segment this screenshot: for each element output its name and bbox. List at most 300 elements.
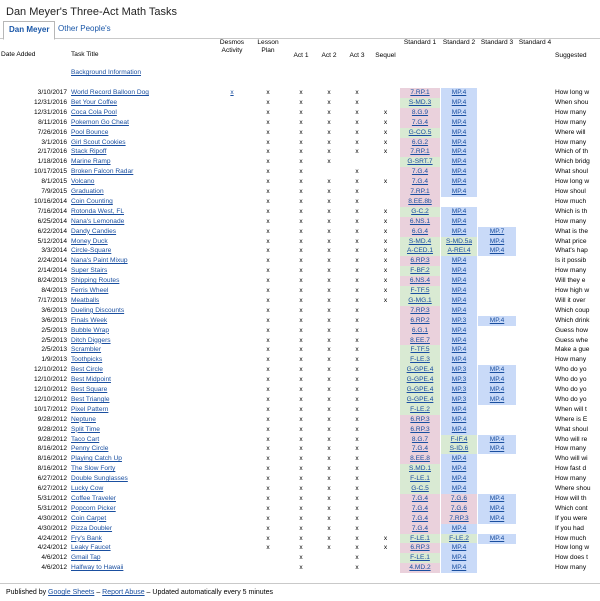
task-title-cell xyxy=(70,494,214,504)
standard-2-link[interactable]: MP.4 xyxy=(451,188,467,195)
task-title-link[interactable]: Rotonda West, FL xyxy=(71,207,125,215)
standard-1-link[interactable]: 6.RP.3 xyxy=(410,415,430,423)
standard-4-cell xyxy=(517,197,553,207)
act2-cell: x xyxy=(327,465,331,473)
sequel-cell xyxy=(372,474,399,484)
standard-1-link[interactable]: 7.G.4 xyxy=(411,445,429,453)
act2-cell: x xyxy=(327,158,331,166)
date-cell: 1/18/2016 xyxy=(37,158,67,166)
standard-2-link[interactable]: MP.4 xyxy=(451,287,467,294)
tab-dan-meyer[interactable]: Dan Meyer xyxy=(3,21,55,40)
task-title-link[interactable]: Split Time xyxy=(71,425,100,433)
act2-cell xyxy=(316,167,342,177)
task-title-link[interactable]: Coca Cola Pool xyxy=(71,108,117,116)
standard-2-link[interactable]: MP.3 xyxy=(451,386,467,393)
standard-2-link[interactable]: MP.4 xyxy=(451,118,467,126)
spreadsheet-grid[interactable] xyxy=(0,39,600,582)
task-title-link[interactable]: Best Triangle xyxy=(71,395,110,403)
sequel-cell: x xyxy=(383,178,388,186)
task-title-cell xyxy=(70,484,214,494)
standard-3-link[interactable]: MP.4 xyxy=(489,445,505,453)
document-title: Dan Meyer's Three-Act Math Tasks xyxy=(6,6,178,18)
task-title-link[interactable]: Pokemon Go Cheat xyxy=(71,118,129,126)
standard-1-cell xyxy=(400,425,440,435)
sequel-cell xyxy=(372,88,399,98)
act3-cell: x xyxy=(355,237,359,245)
table-row xyxy=(0,514,600,524)
act3-cell: x xyxy=(355,316,359,324)
task-title-link[interactable]: Playing Catch Up xyxy=(71,455,122,463)
standard-1-link[interactable]: 6.G.2 xyxy=(411,138,429,146)
standard-1-link[interactable]: 7.G.4 xyxy=(411,118,429,126)
standard-3-link[interactable]: MP.4 xyxy=(489,395,505,403)
sequel-cell: x xyxy=(383,207,388,215)
standard-3-link[interactable]: MP.4 xyxy=(489,534,505,542)
standard-3-link[interactable]: MP.4 xyxy=(489,247,505,255)
standard-2-link[interactable]: MP.4 xyxy=(451,158,467,166)
standard-2-link[interactable]: MP.4 xyxy=(451,267,467,275)
standard-1-link[interactable]: F-BF.2 xyxy=(410,267,430,275)
sequel-cell xyxy=(372,563,399,573)
standard-1-link[interactable]: 7.G.4 xyxy=(411,524,429,532)
task-title-link[interactable]: Gmail Tap xyxy=(71,554,101,562)
task-title-link[interactable]: Best Midpoint xyxy=(71,376,111,384)
standard-1-link[interactable]: S-MD.4 xyxy=(408,237,432,245)
act1-cell: x xyxy=(299,197,303,205)
task-title-link[interactable]: Girl Scout Cookies xyxy=(71,138,126,146)
suggested-question-cell: Which cont xyxy=(555,504,588,512)
standard-1-link[interactable]: F-LE.1 xyxy=(410,475,430,483)
standard-2-link[interactable]: MP.3 xyxy=(451,316,467,324)
standard-2-link[interactable]: MP.4 xyxy=(451,475,467,483)
task-title-link[interactable]: Coin Carpet xyxy=(71,514,107,522)
standard-2-link[interactable]: MP.4 xyxy=(451,89,467,96)
standard-4-cell xyxy=(517,385,553,395)
task-title-cell xyxy=(70,187,214,197)
background-information-link[interactable]: Background Information xyxy=(71,69,142,76)
task-title-link[interactable]: Circle-Square xyxy=(71,247,112,255)
standard-2-link[interactable]: MP.4 xyxy=(451,356,467,364)
standard-2-link[interactable]: MP.4 xyxy=(451,108,467,116)
act2-cell xyxy=(316,563,342,573)
act3-cell: x xyxy=(355,405,359,413)
standard-2-link[interactable]: MP.4 xyxy=(451,306,467,314)
standard-3-link[interactable]: MP.4 xyxy=(489,494,505,502)
task-title-link[interactable]: Shipping Routes xyxy=(71,277,120,285)
table-row xyxy=(0,286,600,296)
footer-separator: – xyxy=(96,589,101,596)
task-title-link[interactable]: Graduation xyxy=(71,188,104,195)
standard-1-link[interactable]: 7.RP.1 xyxy=(410,188,430,195)
suggested-question-cell: Where shou xyxy=(555,485,591,492)
task-title-cell xyxy=(70,425,214,435)
standard-2-link[interactable]: MP.4 xyxy=(451,415,467,423)
desmos-activity-cell xyxy=(216,454,248,464)
sequel-cell: x xyxy=(383,227,388,235)
standard-4-cell xyxy=(517,177,553,187)
standard-1-link[interactable]: G-GPE.4 xyxy=(406,366,434,374)
task-title-link[interactable]: Penny Circle xyxy=(71,445,109,453)
standard-1-link[interactable]: 6.NS.4 xyxy=(409,277,431,285)
standard-1-cell xyxy=(400,227,440,237)
standard-1-link[interactable]: 7.G.4 xyxy=(411,494,429,502)
standard-3-link[interactable]: MP.4 xyxy=(489,376,505,384)
standard-2-cell xyxy=(441,464,477,474)
standard-2-link[interactable]: MP.4 xyxy=(451,178,467,186)
date-cell: 8/16/2012 xyxy=(37,455,67,463)
task-title-link[interactable]: Coffee Traveler xyxy=(71,494,116,502)
standard-2-link[interactable]: 7.G.6 xyxy=(450,504,468,512)
table-row xyxy=(0,425,600,435)
act3-cell: x xyxy=(355,277,359,285)
standard-2-link[interactable]: MP.4 xyxy=(451,138,467,146)
standard-1-link[interactable]: 6.NS.1 xyxy=(409,217,431,225)
standard-2-link[interactable]: MP.4 xyxy=(451,128,467,136)
standard-2-link[interactable]: MP.4 xyxy=(451,148,467,156)
act1-cell: x xyxy=(299,554,303,562)
standard-1-cell xyxy=(400,306,440,316)
background-row xyxy=(0,68,600,78)
date-cell: 2/5/2013 xyxy=(41,326,67,334)
act3-cell: x xyxy=(355,98,359,106)
standard-2-link[interactable]: 7.RP.3 xyxy=(449,514,469,522)
lesson-plan-cell: x xyxy=(266,395,270,403)
desmos-activity-cell xyxy=(216,355,248,365)
standard-1-link[interactable]: 6.RP.2 xyxy=(410,316,430,324)
standard-2-link[interactable]: MP.4 xyxy=(451,564,467,572)
standard-1-link[interactable]: G-C.2 xyxy=(411,207,429,215)
standard-1-cell xyxy=(400,98,440,108)
standard-2-link[interactable]: F-IF.4 xyxy=(450,435,468,443)
date-cell: 4/30/2012 xyxy=(37,514,67,522)
desmos-activity-cell xyxy=(216,524,248,534)
standard-2-link[interactable]: MP.4 xyxy=(451,336,467,344)
standard-1-link[interactable]: S.MD.1 xyxy=(409,465,431,473)
suggested-question-cell: What's hap xyxy=(555,247,588,255)
task-title-link[interactable]: Pixel Pattern xyxy=(71,405,109,413)
standard-2-link[interactable]: MP.4 xyxy=(451,227,467,235)
standard-2-link[interactable]: MP.4 xyxy=(451,524,467,532)
standard-1-link[interactable]: F-TF.5 xyxy=(410,287,430,294)
standard-3-link[interactable]: MP.4 xyxy=(489,386,505,393)
desmos-activity-link[interactable]: x xyxy=(230,89,234,96)
date-cell: 7/16/2014 xyxy=(37,207,67,215)
column-header: Standard 3 xyxy=(480,39,514,46)
standard-3-cell xyxy=(478,207,516,217)
table-row xyxy=(0,276,600,286)
standard-1-link[interactable]: G-GPE.4 xyxy=(406,376,434,384)
standard-2-cell xyxy=(441,98,477,108)
act3-cell: x xyxy=(355,376,359,384)
act2-cell: x xyxy=(327,415,331,423)
standard-2-cell xyxy=(441,118,477,128)
task-title-link[interactable]: Broken Falcon Radar xyxy=(71,168,134,176)
standard-1-link[interactable]: 8.G.7 xyxy=(411,435,429,443)
sequel-cell: x xyxy=(383,128,388,136)
desmos-activity-cell xyxy=(216,415,248,425)
sequel-cell: x xyxy=(383,296,388,304)
standard-2-link[interactable]: 7.G.6 xyxy=(450,494,468,502)
suggested-question-cell: Guess how xyxy=(555,326,588,334)
table-row xyxy=(0,484,600,494)
lesson-plan-cell: x xyxy=(266,524,270,532)
standard-1-link[interactable]: G-MG.1 xyxy=(408,296,432,304)
task-title-link[interactable]: Marine Ramp xyxy=(71,158,111,166)
lesson-plan-cell: x xyxy=(266,247,270,255)
task-title-cell xyxy=(70,306,214,316)
tab-other-peoples[interactable]: Other People's xyxy=(58,24,111,33)
table-row xyxy=(0,138,600,148)
desmos-activity-cell xyxy=(216,306,248,316)
standard-1-link[interactable]: A-CED.1 xyxy=(406,247,433,255)
standard-4-cell xyxy=(517,474,553,484)
act2-cell: x xyxy=(327,405,331,413)
standard-2-link[interactable]: MP.4 xyxy=(451,257,467,265)
lesson-plan-cell: x xyxy=(266,296,270,304)
standard-2-link[interactable]: MP.3 xyxy=(451,366,467,374)
table-row xyxy=(0,375,600,385)
column-header: Date Added xyxy=(1,50,36,58)
standard-4-cell xyxy=(517,345,553,355)
standard-2-link[interactable]: MP.4 xyxy=(451,554,467,562)
date-cell: 8/1/2015 xyxy=(41,178,67,186)
standard-1-link[interactable]: 7.RP.1 xyxy=(410,89,430,96)
standard-2-cell xyxy=(441,405,477,415)
standard-3-link[interactable]: MP.4 xyxy=(489,316,505,324)
standard-3-link[interactable]: MP.4 xyxy=(489,366,505,374)
standard-3-link[interactable]: MP.7 xyxy=(489,227,505,235)
suggested-question-cell: How many xyxy=(555,217,587,225)
standard-3-cell xyxy=(478,237,516,247)
standard-1-link[interactable]: 6.G.1 xyxy=(411,326,429,334)
standard-3-link[interactable]: MP.4 xyxy=(489,435,505,443)
standard-1-link[interactable]: 4.MD.2 xyxy=(409,564,431,572)
standard-1-link[interactable]: S-MD.3 xyxy=(408,98,432,106)
desmos-activity-cell xyxy=(216,316,248,326)
standard-1-link[interactable]: 7.G.4 xyxy=(411,168,429,176)
lesson-plan-cell: x xyxy=(266,178,270,186)
task-title-link[interactable]: Finals Week xyxy=(71,316,108,324)
task-title-link[interactable]: Money Duck xyxy=(71,237,108,245)
task-title-link[interactable]: Meatballs xyxy=(71,296,100,304)
standard-1-link[interactable]: 8.EE.8 xyxy=(410,455,430,463)
standard-1-link[interactable]: 8.G.9 xyxy=(411,108,429,116)
standard-2-link[interactable]: MP.4 xyxy=(451,207,467,215)
act3-cell: x xyxy=(355,247,359,255)
standard-2-link[interactable]: MP.4 xyxy=(451,346,467,354)
lesson-plan-cell xyxy=(250,553,286,563)
task-title-link[interactable]: Leaky Faucet xyxy=(71,544,111,552)
standard-1-link[interactable]: 6.RP.3 xyxy=(410,425,430,433)
task-title-link[interactable]: Bubble Wrap xyxy=(71,326,109,334)
task-title-link[interactable]: The Slow Forty xyxy=(71,465,116,473)
google-sheets-link[interactable]: Google Sheets xyxy=(48,589,95,596)
task-title-link[interactable]: Best Circle xyxy=(71,366,103,374)
desmos-activity-cell xyxy=(216,444,248,454)
standard-1-link[interactable]: 8.EE.8b xyxy=(408,197,432,205)
standard-1-cell xyxy=(400,336,440,346)
task-title-link[interactable]: Popcorn Picker xyxy=(71,504,116,512)
standard-1-link[interactable]: G-GPE.4 xyxy=(406,395,434,403)
standard-1-link[interactable]: G-SRT.7 xyxy=(407,158,433,166)
act3-cell: x xyxy=(355,554,359,562)
standard-1-link[interactable]: G-C.5 xyxy=(411,485,429,492)
task-title-link[interactable]: Best Square xyxy=(71,386,108,393)
task-title-link[interactable]: Lucky Cow xyxy=(71,485,104,492)
standard-4-cell xyxy=(517,256,553,266)
standard-2-link[interactable]: F-LE.2 xyxy=(449,534,469,542)
task-title-link[interactable]: Coin Counting xyxy=(71,197,113,205)
standard-2-cell xyxy=(441,415,477,425)
standard-3-link[interactable]: MP.4 xyxy=(489,237,505,245)
standard-2-link[interactable]: MP.4 xyxy=(451,425,467,433)
act1-cell: x xyxy=(299,475,303,483)
act2-cell: x xyxy=(327,524,331,532)
task-title-link[interactable]: World Record Balloon Dog xyxy=(71,89,149,96)
lesson-plan-cell: x xyxy=(266,445,270,453)
standard-3-link[interactable]: MP.4 xyxy=(489,504,505,512)
task-title-link[interactable]: Pizza Doubler xyxy=(71,524,113,532)
standard-3-cell xyxy=(478,553,516,563)
standard-1-link[interactable]: 7.RP.1 xyxy=(410,148,430,156)
act2-cell: x xyxy=(327,227,331,235)
standard-3-cell xyxy=(478,187,516,197)
standard-1-link[interactable]: F-LE.3 xyxy=(410,356,430,364)
standard-1-link[interactable]: F-LE.1 xyxy=(410,554,430,562)
standard-1-link[interactable]: F-LE.2 xyxy=(410,405,430,413)
task-title-link[interactable]: Pool Bounce xyxy=(71,128,109,136)
task-title-link[interactable]: Fry's Bank xyxy=(71,534,102,542)
standard-1-link[interactable]: 7.G.4 xyxy=(411,514,429,522)
standard-1-link[interactable]: 8.EE.7 xyxy=(410,336,430,344)
standard-2-link[interactable]: S-MD.5a xyxy=(445,237,472,245)
standard-1-link[interactable]: 7.RP.3 xyxy=(410,306,430,314)
standard-2-cell xyxy=(441,227,477,237)
standard-1-link[interactable]: F-LE.1 xyxy=(410,534,430,542)
task-title-cell xyxy=(70,177,214,187)
act1-cell: x xyxy=(299,98,303,106)
task-title-link[interactable]: Stack Ripoff xyxy=(71,148,107,156)
standard-1-link[interactable]: 6.RP.3 xyxy=(410,544,430,552)
date-cell: 4/30/2012 xyxy=(37,524,67,532)
task-title-cell xyxy=(70,197,214,207)
lesson-plan-cell xyxy=(250,563,286,573)
standard-2-link[interactable]: A-REI.4 xyxy=(447,247,471,255)
lesson-plan-cell: x xyxy=(266,158,270,166)
standard-1-cell xyxy=(400,237,440,247)
standard-2-link[interactable]: MP.4 xyxy=(451,98,467,106)
standard-1-cell xyxy=(400,296,440,306)
standard-2-link[interactable]: MP.4 xyxy=(451,485,467,492)
standard-2-link[interactable]: MP.4 xyxy=(451,326,467,334)
task-title-link[interactable]: Bet Your Coffee xyxy=(71,98,118,106)
standard-1-link[interactable]: G-CO.5 xyxy=(408,128,432,136)
task-title-link[interactable]: Volcano xyxy=(71,178,95,186)
standard-1-cell xyxy=(400,286,440,296)
standard-1-link[interactable]: G-GPE.4 xyxy=(406,386,434,393)
standard-1-cell xyxy=(400,197,440,207)
lesson-plan-cell: x xyxy=(266,494,270,502)
standard-1-link[interactable]: 6.RP.3 xyxy=(410,257,430,265)
act2-cell: x xyxy=(327,148,331,156)
task-title-link[interactable]: Halfway to Hawaii xyxy=(71,564,124,572)
task-title-link[interactable]: Taco Cart xyxy=(71,435,100,443)
task-title-link[interactable]: Toothpicks xyxy=(71,356,103,364)
task-title-link[interactable]: Ditch Diggers xyxy=(71,336,111,344)
task-title-link[interactable]: Dandy Candies xyxy=(71,227,117,235)
standard-1-link[interactable]: 7.G.4 xyxy=(411,178,429,186)
task-title-link[interactable]: Super Stairs xyxy=(71,267,108,275)
suggested-question-cell: Which coup xyxy=(555,306,590,314)
task-title-link[interactable]: Double Sunglasses xyxy=(71,475,128,483)
standard-2-link[interactable]: MP.3 xyxy=(451,376,467,384)
standard-1-link[interactable]: 6.G.4 xyxy=(411,227,429,235)
date-cell: 12/10/2012 xyxy=(33,386,67,393)
suggested-question-cell: How will th xyxy=(555,494,587,502)
task-title-link[interactable]: Ferris Wheel xyxy=(71,287,109,294)
standard-2-link[interactable]: MP.4 xyxy=(451,168,467,176)
task-title-link[interactable]: Nana's Paint Mixup xyxy=(71,257,128,265)
table-row xyxy=(0,494,600,504)
standard-4-cell xyxy=(517,405,553,415)
standard-3-cell xyxy=(478,484,516,494)
act3-cell: x xyxy=(355,257,359,265)
date-cell: 10/17/2012 xyxy=(33,405,67,413)
act1-cell: x xyxy=(299,544,303,552)
task-title-cell xyxy=(70,246,214,256)
act2-cell: x xyxy=(327,534,331,542)
standard-2-link[interactable]: MP.4 xyxy=(451,544,467,552)
task-title-link[interactable]: Dueling Discounts xyxy=(71,306,125,314)
standard-3-cell xyxy=(478,336,516,346)
standard-1-cell xyxy=(400,454,440,464)
standard-1-link[interactable]: F-TF.5 xyxy=(410,346,430,354)
standard-4-cell xyxy=(517,365,553,375)
act2-cell: x xyxy=(327,485,331,492)
standard-2-link[interactable]: S-ID.6 xyxy=(449,445,469,453)
standard-2-link[interactable]: MP.4 xyxy=(451,277,467,285)
task-title-link[interactable]: Nana's Lemonade xyxy=(71,217,125,225)
standard-2-cell xyxy=(441,504,477,514)
task-title-cell xyxy=(70,167,214,177)
act3-cell: x xyxy=(355,524,359,532)
standard-1-link[interactable]: 7.G.4 xyxy=(411,504,429,512)
suggested-question-cell: How many xyxy=(555,118,587,126)
table-row xyxy=(0,563,600,573)
task-title-link[interactable]: Neptune xyxy=(71,415,96,423)
task-title-cell xyxy=(70,504,214,514)
standard-2-link[interactable]: MP.4 xyxy=(451,296,467,304)
suggested-question-cell: How long w xyxy=(555,544,590,552)
standard-3-cell xyxy=(478,227,516,237)
standard-2-link[interactable]: MP.3 xyxy=(451,395,467,403)
standard-2-link[interactable]: MP.4 xyxy=(451,405,467,413)
act2-cell: x xyxy=(327,445,331,453)
standard-3-link[interactable]: MP.4 xyxy=(489,514,505,522)
standard-1-cell xyxy=(400,256,440,266)
act3-cell: x xyxy=(355,465,359,473)
standard-3-cell xyxy=(478,405,516,415)
standard-2-link[interactable]: MP.4 xyxy=(451,455,467,463)
desmos-activity-cell xyxy=(216,128,248,138)
table-row xyxy=(0,108,600,118)
report-abuse-link[interactable]: Report Abuse xyxy=(102,589,145,596)
sequel-cell xyxy=(372,464,399,474)
standard-4-cell xyxy=(517,108,553,118)
standard-2-link[interactable]: MP.4 xyxy=(451,465,467,473)
task-title-link[interactable]: Scrambler xyxy=(71,346,102,354)
standard-2-link[interactable]: MP.4 xyxy=(451,217,467,225)
